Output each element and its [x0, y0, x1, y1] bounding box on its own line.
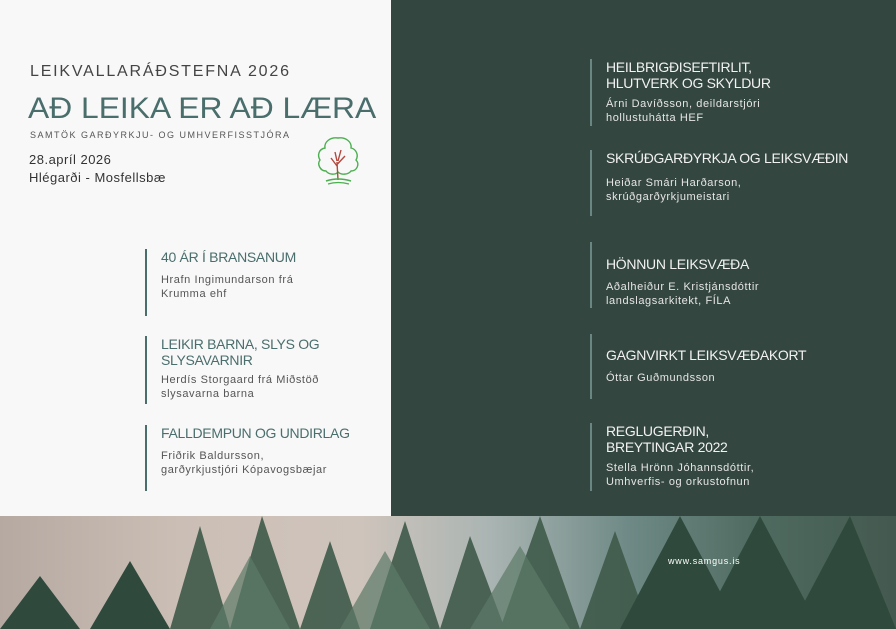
tree-logo-icon [314, 134, 362, 186]
event-subtitle: LEIKVALLARÁÐSTEFNA 2026 [30, 63, 291, 80]
talk-speaker: Óttar Guðmundsson [606, 372, 716, 384]
forest-illustration [0, 516, 896, 629]
event-date: 28.apríl 2026 [29, 152, 112, 167]
talk-title: HÖNNUN LEIKSVÆÐA [606, 256, 750, 272]
left-panel [0, 0, 391, 516]
talk-title: FALLDEMPUN OG UNDIRLAG [161, 425, 350, 441]
talk-speaker: Herdís Storgaard frá Miðstöð slysavarna barna [161, 374, 320, 400]
talk-title: LEIKIR BARNA, SLYS OG SLYSAVARNIR [161, 336, 320, 368]
talk-item [590, 423, 754, 491]
talk-title: 40 ÁR Í BRANSANUM [161, 249, 296, 265]
talk-speaker: Árni Davíðsson, deildarstjóri hollustuhátta HEF [606, 98, 761, 124]
talk-speaker: Aðalheiður E. Kristjánsdóttir landslagsarkitekt, FÍLA [606, 281, 760, 307]
forest-photo [0, 516, 896, 629]
event-title: AÐ LEIKA ER AÐ LÆRA [28, 92, 377, 125]
talk-speaker: Heiðar Smári Harðarson, skrúðgarðyrkjumeistari [606, 177, 742, 203]
organization-name: SAMTÖK GARÐYRKJU- OG UMHVERFISSTJÓRA [30, 130, 291, 140]
talk-item [590, 334, 806, 399]
talk-item [590, 59, 771, 126]
talk-item [145, 425, 350, 491]
talk-speaker: Stella Hrönn Jóhannsdóttir, Umhverfis- og orkustofnun [606, 462, 755, 488]
talk-item [145, 249, 296, 316]
talk-item [590, 150, 848, 216]
talk-speaker: Friðrik Baldursson, garðyrkjustjóri Kópavogsbæjar [161, 450, 327, 476]
event-venue: Hlégarði - Mosfellsbæ [29, 170, 166, 185]
right-panel [391, 0, 896, 516]
talk-title: GAGNVIRKT LEIKSVÆÐAKORT [606, 347, 807, 363]
talk-speaker: Hrafn Ingimundarson frá Krumma ehf [161, 274, 294, 300]
talk-title: REGLUGERÐIN, BREYTINGAR 2022 [606, 423, 728, 455]
talk-title: HEILBRIGÐISEFTIRLIT, HLUTVERK OG SKYLDUR [606, 59, 771, 91]
talk-item [145, 336, 319, 404]
talk-title: SKRÚÐGARÐYRKJA OG LEIKSVÆÐIN [606, 150, 849, 166]
talk-item [590, 242, 759, 308]
website-link[interactable]: www.samgus.is [668, 556, 741, 566]
